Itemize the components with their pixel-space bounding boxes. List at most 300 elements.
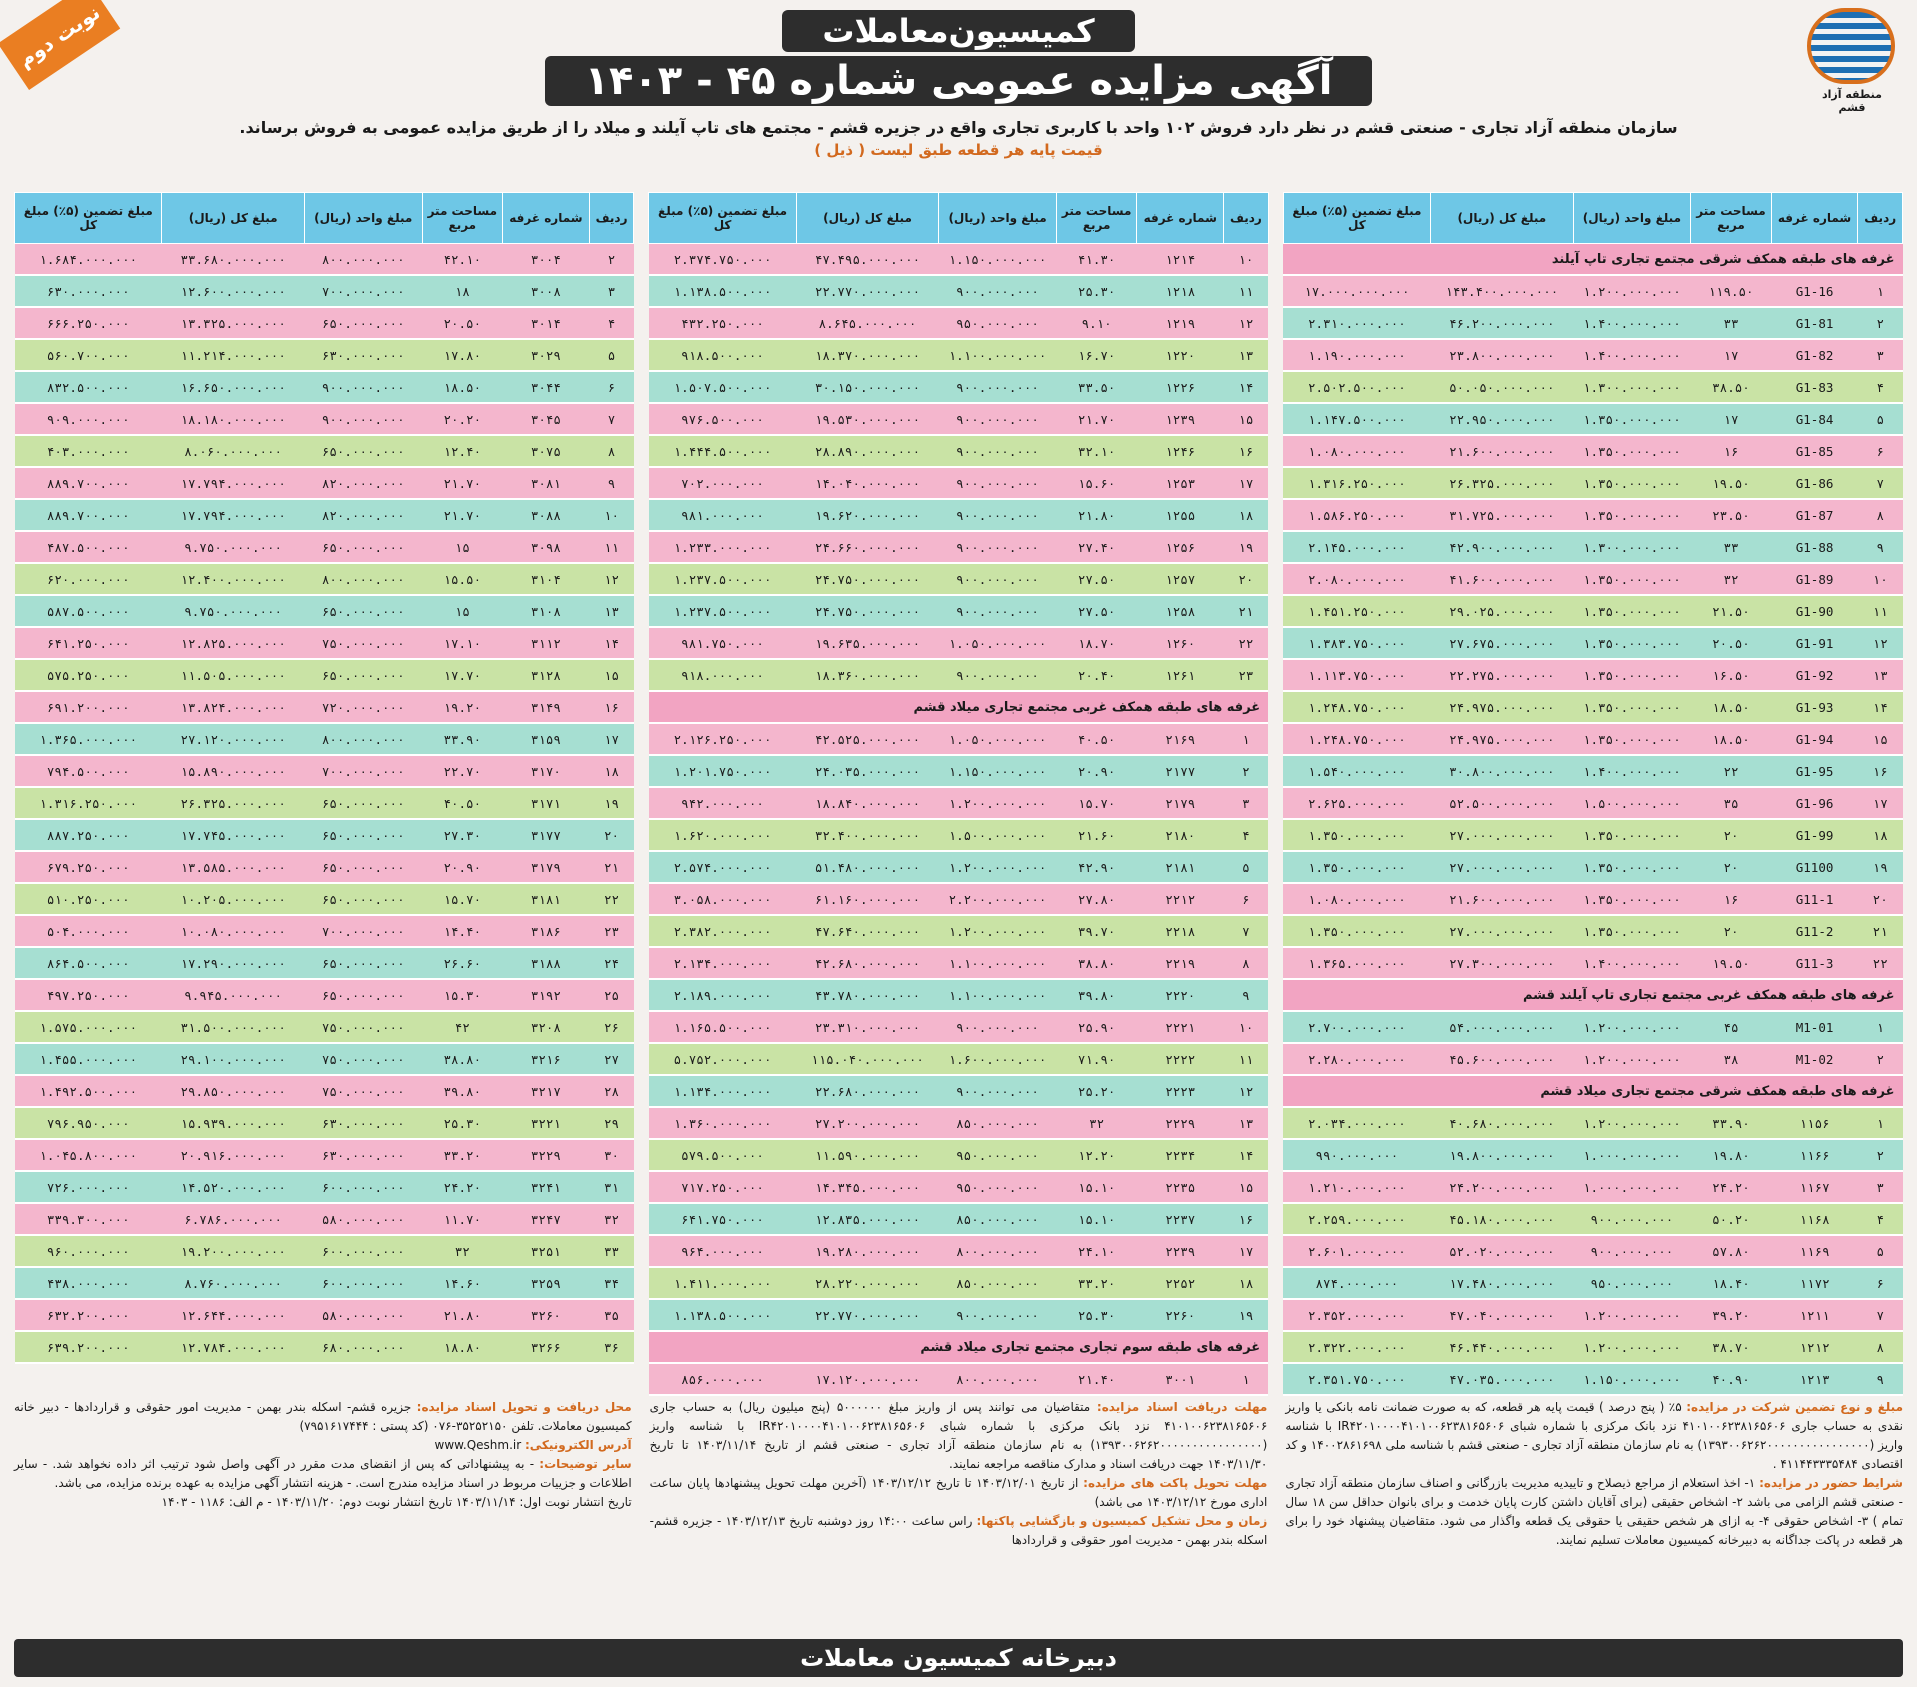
table-row xyxy=(649,1075,1268,1107)
second-round-badge: نوبت دوم xyxy=(0,0,120,90)
table-cell: ۴۱.۳۰ xyxy=(1056,244,1137,276)
table-cell: ۱۱۶۷ xyxy=(1771,1171,1858,1203)
table-cell: ۳۲ xyxy=(589,1203,634,1235)
terms-text: متقاضیان می توانند پس از واریز مبلغ ۵۰۰۰۰۰۰ (پنج میلیون ریال) به حساب جاری ۴۱۰۱۰۰۶۲۳۸۱۶۵۶۰۶ نزد بانک مرکزی با شماره شبای IR۴۲۰۱۰۰۰۰۴۱۰۱۰۰۶۲۳۸۱۶۵۶۰۶ با شناسه واریز (۱۳۹۳۰۰۶۲۶۲۰۰۰۰۰۰۰۰۰۰۰۰۰۰۰۰) به نام سازمان منطقه آزاد تجاری - صنعتی قشم از تاریخ ۱۴۰۳/۱۱/۱۴ تا تاریخ ۱۴۰۳/۱۱/۳۰ جهت دریافت اسناد و مدارک مناقصه مراجعه نمایند. xyxy=(649,1400,1268,1471)
table-cell: ۲۲۳۵ xyxy=(1137,1171,1224,1203)
table-cell: ۷۲۶.۰۰۰.۰۰۰ xyxy=(15,1171,162,1203)
table-cell: ۱۹.۲۰۰.۰۰۰.۰۰۰ xyxy=(162,1235,304,1267)
terms-paragraph xyxy=(1285,1398,1903,1474)
table-cell: ۲.۱۲۶.۲۵۰.۰۰۰ xyxy=(649,723,796,755)
table-cell: ۶۵۰.۰۰۰.۰۰۰ xyxy=(304,307,422,339)
table-cell: ۱۲ xyxy=(1224,1075,1269,1107)
table-cell: ۱.۳۵۰.۰۰۰.۰۰۰ xyxy=(1283,819,1430,851)
terms-heading: محل دریافت و تحویل اسناد مزایده: xyxy=(416,1400,632,1414)
table-cell: ۷۹۶.۹۵۰.۰۰۰ xyxy=(15,1107,162,1139)
table-cell: ۳۱.۷۲۵.۰۰۰.۰۰۰ xyxy=(1431,499,1573,531)
table-cell: ۴۷.۰۳۵.۰۰۰.۰۰۰ xyxy=(1431,1363,1573,1395)
table-cell: ۳ xyxy=(1858,1171,1903,1203)
column-header: ردیف xyxy=(589,193,634,244)
table-cell: ۹.۹۴۵.۰۰۰.۰۰۰ xyxy=(162,979,304,1011)
table-cell: ۲۱.۷۰ xyxy=(422,499,503,531)
column-header: مساحت متر مربع xyxy=(422,193,503,244)
table-row xyxy=(15,1299,634,1331)
table-cell: ۳۹.۲۰ xyxy=(1691,1299,1772,1331)
table-cell: ۴۷.۰۴۰.۰۰۰.۰۰۰ xyxy=(1431,1299,1573,1331)
table-cell: ۱۹.۵۰ xyxy=(1691,947,1772,979)
table-cell: ۶۳۰.۰۰۰.۰۰۰ xyxy=(304,1139,422,1171)
price-table xyxy=(648,192,1268,1396)
table-cell: ۱۶.۶۵۰.۰۰۰.۰۰۰ xyxy=(162,371,304,403)
table-row xyxy=(15,979,634,1011)
table-cell: ۱۲۱۸ xyxy=(1137,275,1224,307)
table-cell: ۱۲ xyxy=(1224,307,1269,339)
table-cell: ۵۷۹.۵۰۰.۰۰۰ xyxy=(649,1139,796,1171)
table-cell: ۸۰۰.۰۰۰.۰۰۰ xyxy=(939,1235,1057,1267)
table-cell: ۴۰.۶۸۰.۰۰۰.۰۰۰ xyxy=(1431,1107,1573,1139)
table-cell: ۸.۶۴۵.۰۰۰.۰۰۰ xyxy=(796,307,938,339)
table-row xyxy=(649,1043,1268,1075)
table-cell: ۲.۰۳۴.۰۰۰.۰۰۰ xyxy=(1283,1107,1430,1139)
table-cell: ۱۷ xyxy=(1224,467,1269,499)
table-cell: ۱.۳۵۰.۰۰۰.۰۰۰ xyxy=(1573,819,1691,851)
table-cell: ۱.۲۳۷.۵۰۰.۰۰۰ xyxy=(649,563,796,595)
table-cell: ۵۰۴.۰۰۰.۰۰۰ xyxy=(15,915,162,947)
table-row xyxy=(1283,563,1902,595)
table-cell: ۳۱۷۱ xyxy=(503,787,590,819)
table-cell: ۱۸ xyxy=(1224,1267,1269,1299)
table-cell: ۹۰۰.۰۰۰.۰۰۰ xyxy=(939,403,1057,435)
table-cell: G1-94 xyxy=(1771,723,1858,755)
table-cell: ۳۲۱۷ xyxy=(503,1075,590,1107)
table-cell: ۱۹.۲۸۰.۰۰۰.۰۰۰ xyxy=(796,1235,938,1267)
table-row xyxy=(649,1011,1268,1043)
table-cell: ۳۰.۱۵۰.۰۰۰.۰۰۰ xyxy=(796,371,938,403)
table-cell: ۱۵.۹۳۹.۰۰۰.۰۰۰ xyxy=(162,1107,304,1139)
table-row xyxy=(1283,1363,1902,1395)
table-cell: ۱۵ xyxy=(1224,403,1269,435)
table-cell: ۹۰۰.۰۰۰.۰۰۰ xyxy=(1573,1203,1691,1235)
table-cell: G1-95 xyxy=(1771,755,1858,787)
table-row xyxy=(15,244,634,276)
table-cell: ۶ xyxy=(1858,1267,1903,1299)
table-row xyxy=(649,339,1268,371)
table-cell: ۱۹.۶۲۰.۰۰۰.۰۰۰ xyxy=(796,499,938,531)
table-cell: ۷۱۷.۲۵۰.۰۰۰ xyxy=(649,1171,796,1203)
table-cell: ۹۵۰.۰۰۰.۰۰۰ xyxy=(939,307,1057,339)
table-cell: ۳۸.۸۰ xyxy=(422,1043,503,1075)
table-cell: ۱۲۵۸ xyxy=(1137,595,1224,627)
table-cell: ۱۳ xyxy=(1224,1107,1269,1139)
table-cell: ۲۲.۶۸۰.۰۰۰.۰۰۰ xyxy=(796,1075,938,1107)
terms-column xyxy=(650,1398,1268,1634)
table-cell: ۹۶۴.۰۰۰.۰۰۰ xyxy=(649,1235,796,1267)
table-cell: ۱.۲۴۸.۷۵۰.۰۰۰ xyxy=(1283,691,1430,723)
table-header-row xyxy=(1283,193,1902,244)
table-cell: ۵۶۰.۷۰۰.۰۰۰ xyxy=(15,339,162,371)
table-cell: ۲.۳۸۲.۰۰۰.۰۰۰ xyxy=(649,915,796,947)
table-row xyxy=(15,339,634,371)
table-cell: ۱۶ xyxy=(1224,435,1269,467)
table-cell: ۱۹ xyxy=(1224,1299,1269,1331)
table-cell: ۱۷.۷۰ xyxy=(422,659,503,691)
table-cell: ۱۴.۶۰ xyxy=(422,1267,503,1299)
terms-text: از تاریخ ۱۴۰۳/۱۲/۰۱ تا تاریخ ۱۴۰۳/۱۲/۱۲ (آخرین مهلت تحویل پیشنهادها پایان ساعت اداری مورخ ۱۴۰۳/۱۲/۱۲ می باشد) xyxy=(649,1476,1268,1509)
table-cell: ۳۹.۷۰ xyxy=(1056,915,1137,947)
table-cell: ۱۵.۷۰ xyxy=(422,883,503,915)
table-cell: ۹۰۰.۰۰۰.۰۰۰ xyxy=(304,371,422,403)
terms-text: www.Qeshm.ir xyxy=(434,1438,525,1452)
table-cell: ۹.۷۵۰.۰۰۰.۰۰۰ xyxy=(162,531,304,563)
table-cell: ۱.۵۴۰.۰۰۰.۰۰۰ xyxy=(1283,755,1430,787)
table-cell: ۱.۳۵۰.۰۰۰.۰۰۰ xyxy=(1573,723,1691,755)
table-cell: ۲۵.۳۰ xyxy=(1056,1299,1137,1331)
table-cell: ۲۱.۶۰ xyxy=(1056,819,1137,851)
table-cell: ۵۰.۲۰ xyxy=(1691,1203,1772,1235)
table-cell: ۱۲.۶۴۴.۰۰۰.۰۰۰ xyxy=(162,1299,304,1331)
table-cell: ۹۰۰.۰۰۰.۰۰۰ xyxy=(939,1011,1057,1043)
table-cell: ۸۶۴.۵۰۰.۰۰۰ xyxy=(15,947,162,979)
table-cell: ۹۱۸.۰۰۰.۰۰۰ xyxy=(649,659,796,691)
table-cell: G1-89 xyxy=(1771,563,1858,595)
table-row xyxy=(1283,435,1902,467)
table-cell: ۲۰ xyxy=(1691,915,1772,947)
table-row xyxy=(1283,1203,1902,1235)
table-row xyxy=(649,1267,1268,1299)
table-cell: ۳۱۵۹ xyxy=(503,723,590,755)
table-cell: ۷۰۰.۰۰۰.۰۰۰ xyxy=(304,915,422,947)
table-cell: ۲۲ xyxy=(589,883,634,915)
table-row xyxy=(1283,691,1902,723)
table-cell: ۱.۱۰۰.۰۰۰.۰۰۰ xyxy=(939,979,1057,1011)
table-cell: ۴ xyxy=(1858,371,1903,403)
table-cell: ۱.۴۵۵.۰۰۰.۰۰۰ xyxy=(15,1043,162,1075)
table-cell: ۵ xyxy=(1224,851,1269,883)
table-row xyxy=(15,723,634,755)
intro-text: سازمان منطقه آزاد تجاری - صنعتی قشم در نظر دارد فروش ۱۰۲ واحد با کاربری تجاری واقع در جزیره قشم - مجتمع های تاپ آیلند و میلاد را از طریق مزایده عمومی به فروش برساند. xyxy=(239,118,1678,137)
table-cell: ۱.۳۵۰.۰۰۰.۰۰۰ xyxy=(1573,915,1691,947)
notice-header xyxy=(14,10,1903,106)
table-cell: ۲.۱۴۵.۰۰۰.۰۰۰ xyxy=(1283,531,1430,563)
table-row xyxy=(1283,627,1902,659)
table-cell: ۱.۴۰۰.۰۰۰.۰۰۰ xyxy=(1573,947,1691,979)
table-row xyxy=(15,787,634,819)
terms-text: راس ساعت ۱۴:۰۰ روز دوشنبه تاریخ ۱۴۰۳/۱۲/۱۳ - جزیره قشم- اسکله بندر بهمن - مدیریت امور حقوقی و قراردادها xyxy=(649,1514,1268,1547)
table-cell: ۳۱۴۹ xyxy=(503,691,590,723)
table-cell: ۱.۲۰۰.۰۰۰.۰۰۰ xyxy=(939,915,1057,947)
table-cell: ۱.۲۳۷.۵۰۰.۰۰۰ xyxy=(649,595,796,627)
table-cell: ۳۵ xyxy=(589,1299,634,1331)
table-cell: ۷۵۰.۰۰۰.۰۰۰ xyxy=(304,1011,422,1043)
table-cell: ۸۰۰.۰۰۰.۰۰۰ xyxy=(304,244,422,276)
table-cell: ۱۷.۱۲۰.۰۰۰.۰۰۰ xyxy=(796,1363,938,1395)
column-header: مبلغ واحد (ریال) xyxy=(304,193,422,244)
table-cell: ۹۰۹.۰۰۰.۰۰۰ xyxy=(15,403,162,435)
table-cell: ۱۳ xyxy=(589,595,634,627)
table-row xyxy=(15,467,634,499)
table-cell: ۱.۲۰۰.۰۰۰.۰۰۰ xyxy=(1573,275,1691,307)
table-cell: M1-01 xyxy=(1771,1011,1858,1043)
table-cell: ۱.۳۵۰.۰۰۰.۰۰۰ xyxy=(1573,467,1691,499)
table-cell: ۶۴۱.۲۵۰.۰۰۰ xyxy=(15,627,162,659)
table-cell: ۲.۳۷۴.۷۵۰.۰۰۰ xyxy=(649,244,796,276)
table-cell: ۱.۳۰۰.۰۰۰.۰۰۰ xyxy=(1573,371,1691,403)
table-cell: ۱۵.۸۹۰.۰۰۰.۰۰۰ xyxy=(162,755,304,787)
table-cell: ۲۱۷۹ xyxy=(1137,787,1224,819)
table-cell: ۳۳.۲۰ xyxy=(1056,1267,1137,1299)
table-cell: ۱.۳۵۰.۰۰۰.۰۰۰ xyxy=(1573,691,1691,723)
table-cell: ۴ xyxy=(1224,819,1269,851)
table-cell: ۲۳.۵۰ xyxy=(1691,499,1772,531)
table-cell: ۸ xyxy=(1858,499,1903,531)
table-row xyxy=(649,435,1268,467)
table-cell: ۶ xyxy=(1224,883,1269,915)
table-cell: ۲۲.۷۷۰.۰۰۰.۰۰۰ xyxy=(796,1299,938,1331)
table-cell: ۲ xyxy=(1858,307,1903,339)
table-cell: ۶۰۰.۰۰۰.۰۰۰ xyxy=(304,1267,422,1299)
table-cell: G1-99 xyxy=(1771,819,1858,851)
table-row xyxy=(1283,1235,1902,1267)
table-cell: ۹۰۰.۰۰۰.۰۰۰ xyxy=(939,467,1057,499)
table-cell: G1-82 xyxy=(1771,339,1858,371)
table-cell: ۳۱۰۸ xyxy=(503,595,590,627)
table-cell: ۱.۱۵۰.۰۰۰.۰۰۰ xyxy=(1573,1363,1691,1395)
table-row xyxy=(649,1299,1268,1331)
table-cell: ۱۸.۳۷۰.۰۰۰.۰۰۰ xyxy=(796,339,938,371)
table-cell: ۳۲ xyxy=(422,1235,503,1267)
table-cell: ۶۳۰.۰۰۰.۰۰۰ xyxy=(304,1107,422,1139)
table-cell: ۱۳ xyxy=(1858,659,1903,691)
table-cell: ۷۰۲.۰۰۰.۰۰۰ xyxy=(649,467,796,499)
table-cell: ۳۱ xyxy=(589,1171,634,1203)
table-cell: ۳۳ xyxy=(589,1235,634,1267)
table-row xyxy=(15,1235,634,1267)
table-cell: G11-1 xyxy=(1771,883,1858,915)
table-row xyxy=(649,275,1268,307)
section-title: غرفه های طبقه همکف غربی مجتمع تجاری میلاد قشم xyxy=(649,691,1268,723)
section-title: غرفه های طبقه همکف شرقی مجتمع تجاری میلاد قشم xyxy=(1283,1075,1902,1107)
table-cell: ۳۳.۹۰ xyxy=(422,723,503,755)
table-cell: ۹۰۰.۰۰۰.۰۰۰ xyxy=(304,403,422,435)
table-cell: G1-93 xyxy=(1771,691,1858,723)
table-cell: ۳۲۴۷ xyxy=(503,1203,590,1235)
table-cell: ۲۲۲۱ xyxy=(1137,1011,1224,1043)
table-cell: ۱۳.۸۲۴.۰۰۰.۰۰۰ xyxy=(162,691,304,723)
table-row xyxy=(15,595,634,627)
table-cell: ۱۷.۷۹۴.۰۰۰.۰۰۰ xyxy=(162,499,304,531)
table-cell: ۴۳۲.۲۵۰.۰۰۰ xyxy=(649,307,796,339)
table-cell: ۱۱.۵۹۰.۰۰۰.۰۰۰ xyxy=(796,1139,938,1171)
table-cell: ۱۵ xyxy=(1224,1171,1269,1203)
terms-heading: آدرس الکترونیکی: xyxy=(524,1438,632,1452)
column-header: مبلغ تضمین (۵٪) مبلغ کل xyxy=(649,193,796,244)
table-cell: ۱۲ xyxy=(1858,627,1903,659)
org-logo xyxy=(1809,8,1895,114)
table-cell: ۱۷ xyxy=(589,723,634,755)
table-cell: ۱۳.۳۲۵.۰۰۰.۰۰۰ xyxy=(162,307,304,339)
table-row xyxy=(1283,1107,1902,1139)
table-cell: ۲۴.۰۳۵.۰۰۰.۰۰۰ xyxy=(796,755,938,787)
table-cell: ۹ xyxy=(1858,1363,1903,1395)
table-cell: ۹۴۲.۰۰۰.۰۰۰ xyxy=(649,787,796,819)
table-cell: ۱.۶۲۰.۰۰۰.۰۰۰ xyxy=(649,819,796,851)
table-cell: ۳۳.۲۰ xyxy=(422,1139,503,1171)
table-cell: ۲۰.۹۰ xyxy=(422,851,503,883)
table-cell: ۱.۴۰۰.۰۰۰.۰۰۰ xyxy=(1573,339,1691,371)
table-cell: ۴۳۸.۰۰۰.۰۰۰ xyxy=(15,1267,162,1299)
table-cell: ۱.۴۴۴.۵۰۰.۰۰۰ xyxy=(649,435,796,467)
table-cell: ۱.۳۵۰.۰۰۰.۰۰۰ xyxy=(1573,627,1691,659)
table-cell: ۲۸.۲۲۰.۰۰۰.۰۰۰ xyxy=(796,1267,938,1299)
table-row xyxy=(1283,531,1902,563)
table-row xyxy=(1283,595,1902,627)
table-cell: ۲۷.۳۰۰.۰۰۰.۰۰۰ xyxy=(1431,947,1573,979)
table-cell: ۲.۱۳۴.۰۰۰.۰۰۰ xyxy=(649,947,796,979)
table-cell: ۷ xyxy=(589,403,634,435)
table-cell: ۱.۱۴۷.۵۰۰.۰۰۰ xyxy=(1283,403,1430,435)
column-header: مبلغ واحد (ریال) xyxy=(939,193,1057,244)
table-row xyxy=(649,627,1268,659)
table-row xyxy=(15,883,634,915)
table-cell: ۱۲ xyxy=(589,563,634,595)
table-cell: ۱۵ xyxy=(1858,723,1903,755)
table-cell: ۱.۲۰۰.۰۰۰.۰۰۰ xyxy=(1573,1299,1691,1331)
table-cell: ۶۷۹.۲۵۰.۰۰۰ xyxy=(15,851,162,883)
table-cell: ۳۲.۱۰ xyxy=(1056,435,1137,467)
table-cell: ۱.۳۵۰.۰۰۰.۰۰۰ xyxy=(1573,595,1691,627)
table-cell: ۳۰۸۱ xyxy=(503,467,590,499)
section-row xyxy=(649,1331,1268,1363)
table-header-row xyxy=(15,193,634,244)
table-cell: ۲۷.۶۷۵.۰۰۰.۰۰۰ xyxy=(1431,627,1573,659)
table-cell: ۴۶.۴۴۰.۰۰۰.۰۰۰ xyxy=(1431,1331,1573,1363)
table-cell: ۲۰.۹۱۶.۰۰۰.۰۰۰ xyxy=(162,1139,304,1171)
table-cell: ۲۲.۷۷۰.۰۰۰.۰۰۰ xyxy=(796,275,938,307)
table-cell: ۱۱.۷۰ xyxy=(422,1203,503,1235)
section-title: غرفه های طبقه سوم تجاری مجتمع تجاری میلاد قشم xyxy=(649,1331,1268,1363)
table-cell: ۲۲۶۰ xyxy=(1137,1299,1224,1331)
table-cell: ۴۷.۶۴۰.۰۰۰.۰۰۰ xyxy=(796,915,938,947)
table-cell: ۱.۱۳۴.۰۰۰.۰۰۰ xyxy=(649,1075,796,1107)
table-cell: ۱.۵۸۶.۲۵۰.۰۰۰ xyxy=(1283,499,1430,531)
price-table xyxy=(1283,192,1903,1396)
table-cell: ۱۵.۳۰ xyxy=(422,979,503,1011)
table-cell: ۹۰۰.۰۰۰.۰۰۰ xyxy=(939,499,1057,531)
table-cell: ۳۰۴۵ xyxy=(503,403,590,435)
table-cell: ۲۳.۸۰۰.۰۰۰.۰۰۰ xyxy=(1431,339,1573,371)
table-cell: G1-85 xyxy=(1771,435,1858,467)
table-cell: ۱.۲۱۰.۰۰۰.۰۰۰ xyxy=(1283,1171,1430,1203)
table-cell: ۳۱۷۰ xyxy=(503,755,590,787)
table-cell: ۱.۱۵۰.۰۰۰.۰۰۰ xyxy=(939,244,1057,276)
table-row xyxy=(649,1139,1268,1171)
table-cell: ۲۲۳۴ xyxy=(1137,1139,1224,1171)
table-cell: ۳۱۸۸ xyxy=(503,947,590,979)
table-cell: ۱۸.۵۰ xyxy=(1691,723,1772,755)
table-cell: ۴۲ xyxy=(422,1011,503,1043)
table-cell: ۸۸۹.۷۰۰.۰۰۰ xyxy=(15,499,162,531)
table-cell: ۲۴.۶۶۰.۰۰۰.۰۰۰ xyxy=(796,531,938,563)
table-cell: ۱۷ xyxy=(1691,403,1772,435)
table-cell: ۱۶ xyxy=(1691,883,1772,915)
terms-heading: مبلغ و نوع تضمین شرکت در مزایده: xyxy=(1686,1400,1904,1414)
table-row xyxy=(15,947,634,979)
table-cell: ۱.۲۰۱.۷۵۰.۰۰۰ xyxy=(649,755,796,787)
table-cell: ۲.۳۲۲.۰۰۰.۰۰۰ xyxy=(1283,1331,1430,1363)
table-cell: G1-91 xyxy=(1771,627,1858,659)
table-cell: ۳۰۴۴ xyxy=(503,371,590,403)
table-cell: ۲ xyxy=(1224,755,1269,787)
table-row xyxy=(649,1171,1268,1203)
table-cell: ۳۸.۵۰ xyxy=(1691,371,1772,403)
table-row xyxy=(1283,1171,1902,1203)
table-row xyxy=(1283,1267,1902,1299)
commission-title: کمیسیون‌معاملات xyxy=(782,10,1134,52)
table-cell: ۳۴ xyxy=(589,1267,634,1299)
price-column xyxy=(14,192,634,1386)
table-cell: ۱۲.۶۰۰.۰۰۰.۰۰۰ xyxy=(162,275,304,307)
table-cell: ۳۲۵۹ xyxy=(503,1267,590,1299)
table-cell: ۱۳ xyxy=(1224,339,1269,371)
table-cell: ۳۲۴۱ xyxy=(503,1171,590,1203)
table-cell: ۱.۱۶۵.۵۰۰.۰۰۰ xyxy=(649,1011,796,1043)
table-cell: ۱۷ xyxy=(1691,339,1772,371)
table-cell: ۱.۲۳۳.۰۰۰.۰۰۰ xyxy=(649,531,796,563)
terms-paragraph xyxy=(650,1398,1268,1474)
table-cell: ۷۵۰.۰۰۰.۰۰۰ xyxy=(304,627,422,659)
table-cell: ۳۲۶۰ xyxy=(503,1299,590,1331)
table-cell: ۵ xyxy=(1858,1235,1903,1267)
table-cell: ۲.۱۸۹.۰۰۰.۰۰۰ xyxy=(649,979,796,1011)
table-cell: ۱۲۱۲ xyxy=(1771,1331,1858,1363)
table-cell: ۹۰۰.۰۰۰.۰۰۰ xyxy=(939,371,1057,403)
table-cell: ۱۸ xyxy=(1224,499,1269,531)
table-row xyxy=(649,787,1268,819)
column-header: مبلغ کل (ریال) xyxy=(1431,193,1573,244)
table-cell: ۱۲۴۶ xyxy=(1137,435,1224,467)
table-cell: M1-02 xyxy=(1771,1043,1858,1075)
table-cell: ۳۳.۶۸۰.۰۰۰.۰۰۰ xyxy=(162,244,304,276)
table-cell: ۹۰۰.۰۰۰.۰۰۰ xyxy=(939,563,1057,595)
price-column xyxy=(648,192,1268,1386)
table-cell: ۲۷ xyxy=(589,1043,634,1075)
table-cell: ۲۲ xyxy=(1691,755,1772,787)
table-cell: ۲.۰۸۰.۰۰۰.۰۰۰ xyxy=(1283,563,1430,595)
table-cell: ۲۷.۸۰ xyxy=(1056,883,1137,915)
table-cell: ۱.۰۵۰.۰۰۰.۰۰۰ xyxy=(939,723,1057,755)
table-row xyxy=(1283,787,1902,819)
section-title: غرفه های طبقه همکف غربی مجتمع تجاری تاپ آیلند قشم xyxy=(1283,979,1902,1011)
table-cell: ۱.۰۵۰.۰۰۰.۰۰۰ xyxy=(939,627,1057,659)
table-cell: ۲.۷۰۰.۰۰۰.۰۰۰ xyxy=(1283,1011,1430,1043)
table-cell: ۵۸۰.۰۰۰.۰۰۰ xyxy=(304,1203,422,1235)
terms-heading: شرایط حضور در مزایده: xyxy=(1759,1476,1903,1490)
table-cell: ۲۳ xyxy=(589,915,634,947)
table-cell: ۳۰۰۸ xyxy=(503,275,590,307)
table-cell: ۳۲۱۶ xyxy=(503,1043,590,1075)
table-cell: ۱۲۶۰ xyxy=(1137,627,1224,659)
table-cell: G1-87 xyxy=(1771,499,1858,531)
table-cell: G1-90 xyxy=(1771,595,1858,627)
table-cell: ۱۲۵۵ xyxy=(1137,499,1224,531)
table-cell: ۶۰۰.۰۰۰.۰۰۰ xyxy=(304,1171,422,1203)
table-row xyxy=(15,915,634,947)
table-cell: ۱.۳۵۰.۰۰۰.۰۰۰ xyxy=(1573,499,1691,531)
table-cell: ۱۶ xyxy=(589,691,634,723)
table-cell: ۱ xyxy=(1858,275,1903,307)
table-cell: ۹.۱۰ xyxy=(1056,307,1137,339)
table-cell: ۲.۳۵۲.۰۰۰.۰۰۰ xyxy=(1283,1299,1430,1331)
table-cell: ۱۸.۴۰ xyxy=(1691,1267,1772,1299)
